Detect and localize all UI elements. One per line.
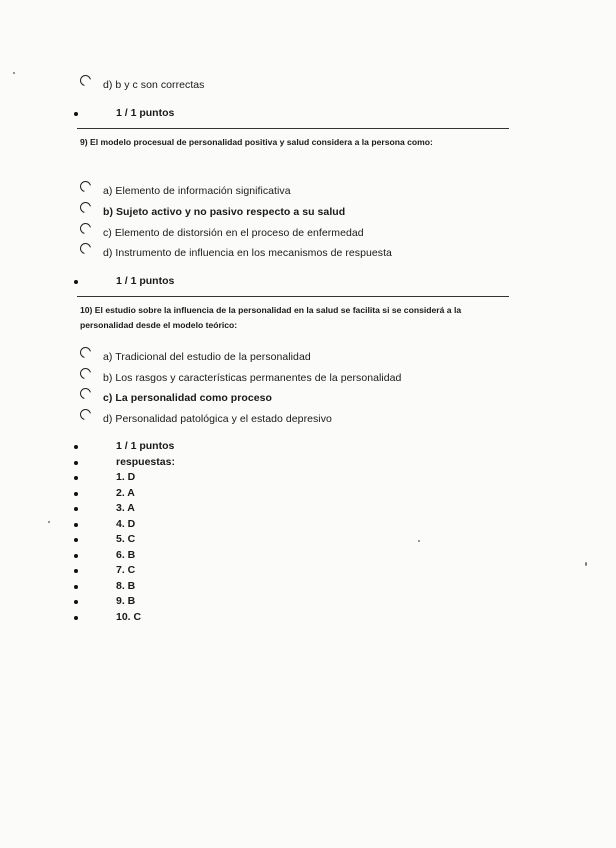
question-10-text-line-2: personalidad desde el modelo teórico: <box>80 320 238 330</box>
bullet-icon <box>74 507 78 511</box>
bullet-icon <box>74 585 78 589</box>
bullet-icon <box>74 554 78 558</box>
answer-text: 4. D <box>116 518 136 530</box>
radio-button[interactable] <box>80 181 91 192</box>
radio-button[interactable] <box>80 223 91 234</box>
answer-text: 10. C <box>116 611 142 623</box>
bullet-icon <box>74 523 78 527</box>
option-label: a) Tradicional del estudio de la personalidad <box>103 351 311 363</box>
option-label: a) Elemento de información significativa <box>103 185 291 197</box>
score-text: 1 / 1 puntos <box>116 275 175 287</box>
scan-speck <box>418 540 420 542</box>
bullet-icon <box>74 569 78 573</box>
option-label: d) Instrumento de influencia en los mecanismos de respuesta <box>103 247 392 259</box>
score-text: 1 / 1 puntos <box>116 440 175 452</box>
scan-speck <box>585 562 587 566</box>
scan-speck <box>48 521 50 523</box>
radio-button[interactable] <box>80 243 91 254</box>
bullet-icon <box>74 616 78 620</box>
answer-text: 7. C <box>116 564 136 576</box>
answer-text: 6. B <box>116 549 136 561</box>
option-label: d) b y c son correctas <box>103 79 205 91</box>
radio-button[interactable] <box>80 409 91 420</box>
radio-button[interactable] <box>80 388 91 399</box>
answer-text: 1. D <box>116 471 136 483</box>
divider <box>77 296 509 297</box>
bullet-icon <box>74 492 78 496</box>
scan-speck <box>13 72 15 74</box>
score-text: 1 / 1 puntos <box>116 107 175 119</box>
answer-text: 8. B <box>116 580 136 592</box>
bullet-icon <box>74 280 78 284</box>
bullet-icon <box>74 461 78 465</box>
bullet-icon <box>74 112 78 116</box>
radio-button[interactable] <box>80 202 91 213</box>
question-10-text-line-1: 10) El estudio sobre la influencia de la personalidad en la salud se facilita si se considerá a la <box>80 305 462 315</box>
option-label: b) Sujeto activo y no pasivo respecto a su salud <box>103 206 346 218</box>
bullet-icon <box>74 476 78 480</box>
bullet-icon <box>74 600 78 604</box>
answer-text: 5. C <box>116 533 136 545</box>
radio-button[interactable] <box>80 368 91 379</box>
option-label: d) Personalidad patológica y el estado depresivo <box>103 413 332 425</box>
answers-heading-text: respuestas: <box>116 456 175 468</box>
option-label: c) Elemento de distorsión en el proceso de enfermedad <box>103 227 364 239</box>
radio-button[interactable] <box>80 347 91 358</box>
divider <box>77 128 509 129</box>
answer-text: 3. A <box>116 502 135 514</box>
question-9-text: 9) El modelo procesual de personalidad positiva y salud considera a la persona como: <box>80 137 433 147</box>
answer-text: 9. B <box>116 595 136 607</box>
radio-button[interactable] <box>80 75 91 86</box>
option-label: b) Los rasgos y características permanentes de la personalidad <box>103 372 402 384</box>
option-label: c) La personalidad como proceso <box>103 392 273 404</box>
bullet-icon <box>74 538 78 542</box>
answer-text: 2. A <box>116 487 135 499</box>
bullet-icon <box>74 445 78 449</box>
